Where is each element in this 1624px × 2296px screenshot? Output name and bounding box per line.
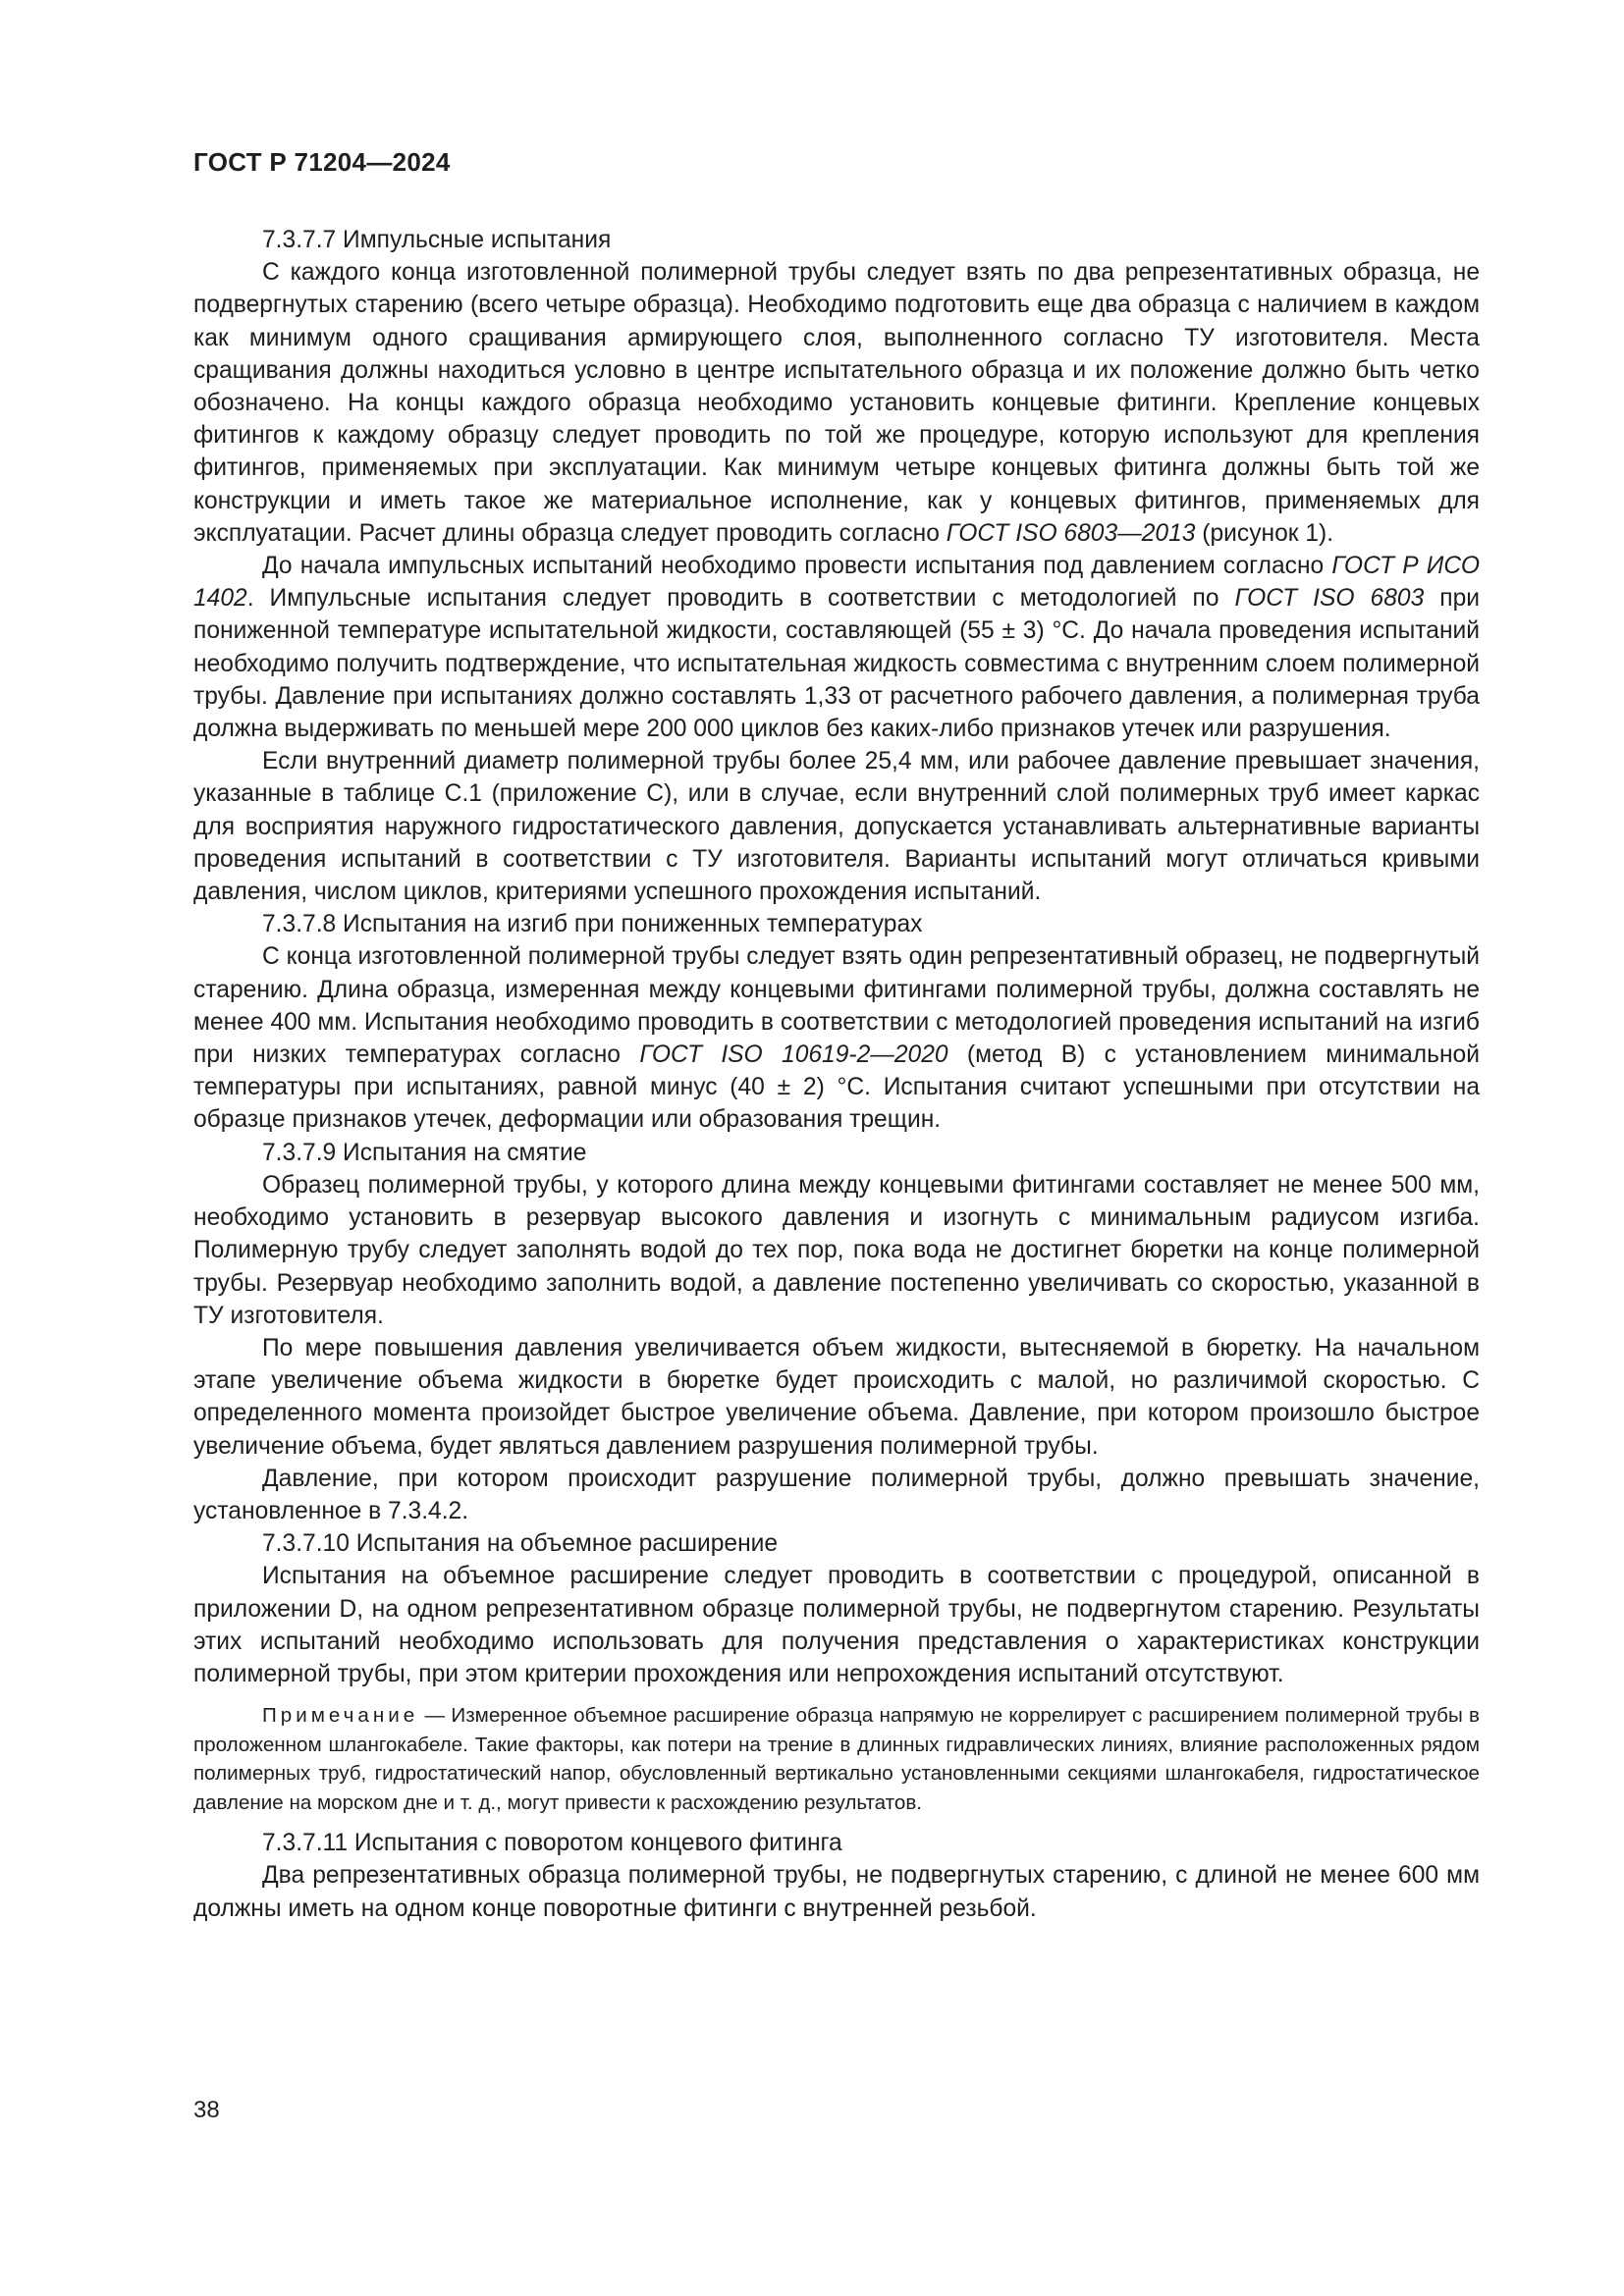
note-text: — Измеренное объемное расширение образца напрямую не коррелирует с расширением полимерной трубы в проложенном шлангокабеле. Такие факторы, как потери на трение в длинных гидравлических линиях, влияние расположенных рядом полимерных труб, гидростатический напор, обусловленный вертикально установленными секциями шлангокабеля, гидростатическое давление на морском дне и т. д., могут привести к расхождению результатов. (193, 1704, 1480, 1814)
paragraph (193, 256, 1480, 550)
text: при пониженной температуре испытательной жидкости, составляющей (55 ± 3) °С. До начала проведения испытаний необходимо получить подтверждение, что испытательная жидкость совместима с внутренним слоем полимерной трубы. Давление при испытаниях должно составлять 1,33 от расчетного рабочего давления, а полимерная труба должна выдерживать по меньшей мере 200 000 циклов без каких-либо признаков утечек или разрушения. (193, 585, 1480, 743)
paragraph: Образец полимерной трубы, у которого длина между концевыми фитингами составляет не менее 500 мм, необходимо установить в резервуар высокого давления и изогнуть с минимальным радиусом изгиба. Полимерную трубу следует заполнять водой до тех пор, пока вода не достигнет бюретки на конце полимерной трубы. Резервуар необходимо заполнить водой, а давление постепенно увеличивать со скоростью, указанной в ТУ изготовителя. (193, 1171, 1480, 1329)
section-heading-7-3-7-8: 7.3.7.8 Испытания на изгиб при пониженных температурах (262, 911, 923, 938)
document-header: ГОСТ Р 71204—2024 (193, 147, 451, 177)
document-body (193, 224, 1480, 1925)
text: С каждого конца изготовленной полимерной трубы следует взять по два репрезентативных образца, не подвергнутых старению (всего четыре образца). Необходимо подготовить еще два образца с наличием в каждом как минимум одного сращивания армирующего слоя, выполненного согласно ТУ изготовителя. Места сращивания должны находиться условно в центре испытательного образца и их положение должно быть четко обозначено. На концы каждого образца необходимо установить концевые фитинги. Крепление концевых фитингов к каждому образцу следует проводить по той же процедуре, которую используют для крепления фитингов, применяемых при эксплуатации. Как минимум четыре концевых фитинга должны быть той же конструкции и иметь такое же материальное исполнение, как у концевых фитингов, применяемых для эксплуатации. Расчет длины образца следует проводить согласно (193, 259, 1480, 547)
section-heading-7-3-7-10: 7.3.7.10 Испытания на объемное расширение (262, 1530, 779, 1558)
paragraph: Испытания на объемное расширение следует проводить в соответствии с процедурой, описанной в приложении D, на одном репрезентативном образце полимерной трубы, не подвергнутом старению. Результаты этих испытаний необходимо использовать для получения представления о характеристиках конструкции полимерной трубы, при этом критерии прохождения или непрохождения испытаний отсутствуют. (193, 1563, 1480, 1687)
section-heading-7-3-7-9: 7.3.7.9 Испытания на смятие (262, 1139, 587, 1166)
paragraph: Два репрезентативных образца полимерной трубы, не подвергнутых старению, с длиной не менее 600 мм должны иметь на одном конце поворотные фитинги с внутренней резьбой. (193, 1862, 1480, 1922)
text: (рисунок 1). (1202, 519, 1334, 547)
standard-reference: ГОСТ Р ИСО 1402 (193, 553, 1480, 613)
note-label: Примечание (262, 1704, 419, 1728)
text: (метод В) с установлением минимальной температуры при испытаниях, равной минус (40 ± 2) °С. Испытания считают успешными при отсутствии на образце признаков утечек, деформации или образования трещин. (193, 1041, 1480, 1134)
paragraph: Если внутренний диаметр полимерной трубы более 25,4 мм, или рабочее давление превышает значения, указанные в таблице С.1 (приложение С), или в случае, если внутренний слой полимерных труб имеет каркас для восприятия наружного гидростатического давления, допускается устанавливать альтернативные варианты проведения испытаний в соответствии с ТУ изготовителя. Варианты испытаний могут отличаться кривыми давления, числом циклов, критериями успешного прохождения испытаний. (193, 748, 1480, 906)
page-number: 38 (193, 2097, 220, 2123)
section-heading-7-3-7-11: 7.3.7.11 Испытания с поворотом концевого фитинга (262, 1830, 842, 1857)
text: . Импульсные испытания следует проводить в соответствии с методологией по (246, 585, 1219, 613)
text: До начала импульсных испытаний необходимо провести испытания под давлением согласно (262, 553, 1325, 580)
section-heading-7-3-7-7: 7.3.7.7 Импульсные испытания (262, 227, 612, 253)
paragraph: Давление, при котором происходит разрушение полимерной трубы, должно превышать значение, установленное в 7.3.4.2. (193, 1465, 1480, 1524)
paragraph: По мере повышения давления увеличивается объем жидкости, вытесняемой в бюретку. На начальном этапе увеличение объема жидкости в бюретке будет происходить с малой, но различимой скоростью. С определенного момента произойдет быстрое увеличение объема. Давление, при котором произошло быстрое увеличение объема, будет являться давлением разрушения полимерной трубы. (193, 1334, 1480, 1460)
paragraph (193, 940, 1480, 1136)
text: С конца изготовленной полимерной трубы следует взять один репрезентативный образец, не подвергнутый старению. Длина образца, измеренная между концевыми фитингами полимерной трубы, должна составлять не менее 400 мм. Испытания необходимо проводить в соответствии с методологией проведения испытаний на изгиб при низких температурах согласно (193, 943, 1480, 1069)
standard-reference: ГОСТ ISO 6803—2013 (946, 519, 1196, 547)
standard-reference: ГОСТ ISO 10619-2—2020 (639, 1041, 948, 1069)
paragraph (193, 550, 1480, 745)
standard-reference: ГОСТ ISO 6803 (1234, 585, 1425, 613)
note (193, 1701, 1480, 1817)
